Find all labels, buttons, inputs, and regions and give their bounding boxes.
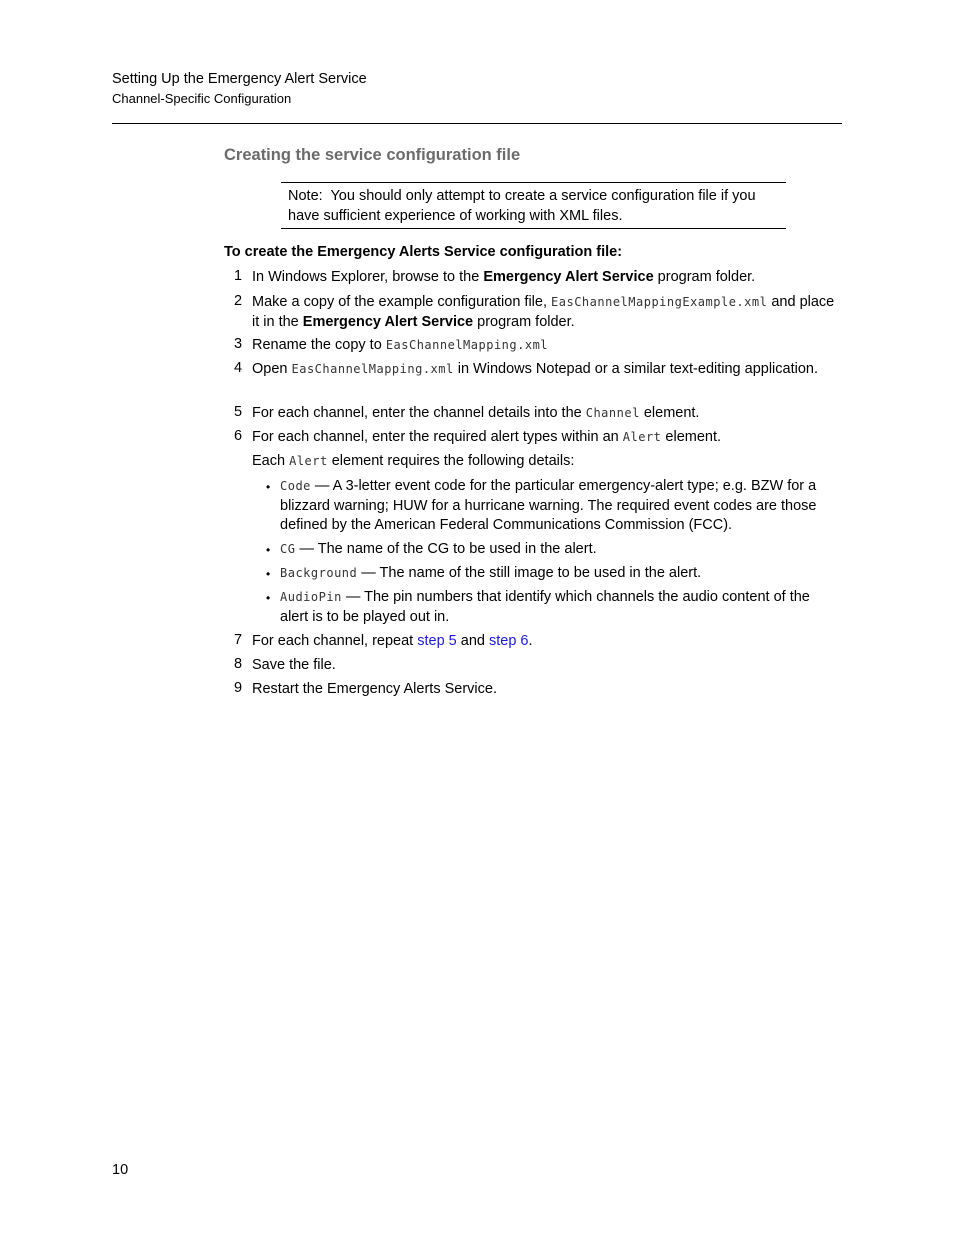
header-divider [112,123,842,124]
step-1-text: In Windows Explorer, browse to the Emergency Alert Service program folder. [252,269,756,285]
step-number: 4 [234,360,243,376]
alert-intro: Each Alert element requires the following details: [252,453,575,469]
bullet-marker: • [266,543,271,557]
step-2-text: Make a copy of the example configuration file, EasChannelMappingExample.xml and place it in the Emergency Alert Service program folder. [252,294,835,330]
note-label: Note: [288,188,323,204]
note-text [288,187,778,226]
bullet-audiopin: AudioPin — The pin numbers that identify which channels the audio content of the alert is to be played out in. [280,589,810,625]
step-number: 9 [234,680,243,696]
bullet-background: Background — The name of the still image to be used in the alert. [280,565,702,581]
code-filename: EasChannelMapping.xml [291,362,454,376]
procedure-title: To create the Emergency Alerts Service configuration file: [224,244,623,260]
code-element: Alert [622,430,662,444]
step-number: 3 [234,336,243,352]
code-element: Channel [585,406,640,420]
page-number: 10 [112,1162,129,1178]
step-5-link[interactable]: step 5 [417,633,457,649]
step-number: 7 [234,632,243,648]
step-6-text: For each channel, enter the required alert types within an Alert element. [252,429,722,445]
step-8-text: Save the file. [252,657,336,673]
step-number: 6 [234,428,243,444]
bullet-marker: • [266,591,271,605]
step-3-text: Rename the copy to EasChannelMapping.xml [252,337,549,353]
bullet-marker: • [266,567,271,581]
running-header-section: Channel-Specific Configuration [112,91,292,106]
step-number: 1 [234,268,243,284]
code-filename: EasChannelMappingExample.xml [551,295,768,309]
code-filename: EasChannelMapping.xml [385,338,549,352]
running-header-chapter: Setting Up the Emergency Alert Service [112,71,367,87]
note-body: You should only attempt to create a service configuration file if you have sufficient experience of working with XML files. [288,188,756,224]
step-4-text: Open EasChannelMapping.xml in Windows Notepad or a similar text-editing application. [252,361,819,377]
note-box [281,182,786,229]
step-number: 8 [234,656,243,672]
step-6-link[interactable]: step 6 [489,633,529,649]
section-title: Creating the service configuration file [224,146,521,164]
step-7-text: For each channel, repeat step 5 and step 6. [252,633,533,649]
bullet-marker: • [266,480,271,494]
step-5-text: For each channel, enter the channel details into the Channel element. [252,405,700,421]
step-number: 5 [234,404,243,420]
bullet-cg: CG — The name of the CG to be used in the alert. [280,541,597,557]
step-9-text: Restart the Emergency Alerts Service. [252,681,497,697]
code-element: Alert [289,454,328,468]
bullet-code: Code — A 3-letter event code for the particular emergency-alert type; e.g. BZW for a blizzard warning; HUW for a hurricane warning. The required event codes are those defined by the American Federal Communications Commission (FCC). [280,478,817,533]
step-number: 2 [234,293,243,309]
